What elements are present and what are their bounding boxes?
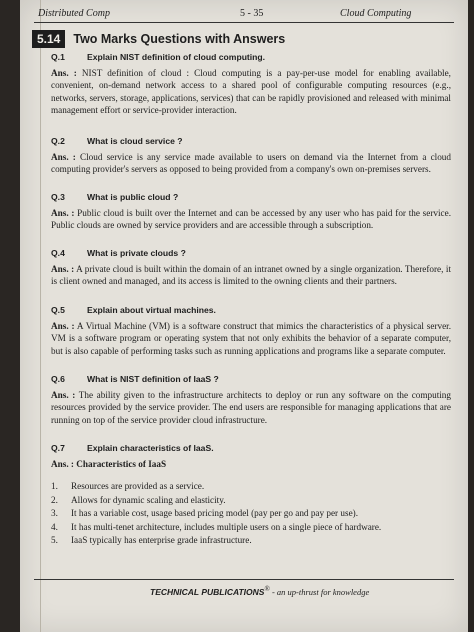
question-block-7 [51, 443, 451, 470]
answer-text: Public cloud is built over the Internet and can be accessed by any user who has paid for the service. Public clouds are owned by service providers and are accessible through a subscription. [51, 208, 451, 231]
question-heading [51, 136, 451, 148]
list-text: IaaS typically has enterprise grade infrastructure. [71, 535, 252, 545]
margin-line [40, 0, 41, 632]
answer-label: Ans. : [51, 68, 77, 78]
question-number: Q.2 [51, 136, 65, 146]
answer [51, 67, 451, 116]
question-heading [51, 248, 451, 260]
answer-subheading: Characteristics of IaaS [76, 459, 167, 469]
list-number: 1. [51, 481, 58, 491]
question-text: What is cloud service ? [87, 136, 183, 146]
question-block-5 [51, 305, 451, 357]
question-block-3 [51, 192, 451, 232]
question-heading [51, 374, 451, 386]
answer-label: Ans. : [51, 264, 75, 274]
answer-text: The ability given to the infrastructure architects to deploy or run any software on the computing resources provided by the service provider. The end users are responsible for managing applications that are running on top of the service provider cloud infrastructure. [51, 390, 451, 425]
question-heading [51, 443, 451, 455]
question-number: Q.1 [51, 52, 65, 62]
answer-text: A private cloud is built within the domain of an intranet owned by a single organization. Therefore, it is client owned and managed, and its access is limited to the owning clients and their partners. [51, 264, 451, 287]
answer [51, 207, 451, 232]
question-block-6 [51, 374, 451, 426]
answer [51, 151, 451, 176]
answer [51, 263, 451, 288]
publisher-name: TECHNICAL PUBLICATIONS [150, 586, 265, 597]
question-text: What is NIST definition of IaaS ? [87, 374, 219, 384]
list-item [51, 494, 451, 508]
question-heading [51, 305, 451, 317]
list-number: 4. [51, 521, 58, 532]
footer-text [150, 585, 369, 597]
question-text: Explain NIST definition of cloud computing. [87, 52, 266, 62]
list-item [51, 534, 451, 548]
question-block-4 [51, 248, 451, 288]
question-text: Explain about virtual machines. [87, 305, 216, 315]
answer [51, 320, 451, 357]
publisher-tagline: - an up-thrust for knowledge [269, 586, 370, 597]
registered-mark: ® [264, 585, 270, 593]
question-number: Q.6 [51, 374, 65, 384]
list-item [51, 480, 451, 494]
answer-label: Ans. : [51, 321, 75, 331]
document-page [20, 0, 468, 632]
list-text: It has multi-tenet architecture, includes multiple users on a single piece of hardware. [71, 521, 382, 532]
header-chapter-title: Cloud Computing [340, 8, 412, 19]
section-title: Two Marks Questions with Answers [73, 32, 286, 47]
header-book-title: Distributed Comp [38, 8, 110, 19]
answer-label: Ans. : [51, 459, 74, 469]
question-text: Explain characteristics of IaaS. [87, 443, 214, 453]
list-number: 5. [51, 535, 58, 545]
list-text: Resources are provided as a service. [71, 481, 205, 491]
answer-label: Ans. : [51, 390, 76, 400]
iaas-characteristics-list [51, 480, 451, 548]
section-number-badge: 5.14 [32, 30, 65, 48]
answer-label: Ans. : [51, 152, 76, 162]
question-number: Q.4 [51, 248, 65, 258]
answer-text: A Virtual Machine (VM) is a software construct that mimics the characteristics of a physical server. VM is a software program or operating system that not only exhibits the behavior of a separate computer, but is also capable of performing tasks such as running applications and programs like a separate computer. [51, 321, 451, 356]
answer [51, 389, 451, 426]
question-number: Q.5 [51, 305, 65, 315]
question-block-1 [51, 52, 451, 116]
list-number: 2. [51, 494, 58, 505]
list-text: It has a variable cost, usage based pricing model (pay per go and pay per use). [71, 508, 359, 518]
list-number: 3. [51, 508, 58, 518]
header-page-number: 5 - 35 [240, 8, 264, 19]
question-text: What is public cloud ? [87, 192, 179, 202]
list-item [51, 507, 451, 521]
question-block-2 [51, 136, 451, 176]
footer-divider [34, 579, 454, 580]
section-heading [32, 30, 285, 50]
list-text: Allows for dynamic scaling and elasticity. [71, 494, 226, 505]
answer-text: NIST definition of cloud : Cloud computing is a pay-per-use model for enabling available, convenient, on-demand network access to a shared pool of configurable computing resources (e.g., networks, servers, storage, applications, services) that can be rapidly provisioned and released with minimal management effort or service-provider interaction. [51, 68, 451, 115]
answer-label: Ans. : [51, 208, 75, 218]
question-number: Q.7 [51, 443, 65, 453]
page-header [20, 2, 468, 22]
header-divider [34, 22, 454, 23]
question-heading [51, 192, 451, 204]
question-text: What is private clouds ? [87, 248, 186, 258]
answer-text: Cloud service is any service made available to users on demand via the Internet from a cloud computing provider's servers as opposed to being provided from a company's own on-premises servers. [51, 152, 451, 175]
question-heading [51, 52, 451, 64]
question-number: Q.3 [51, 192, 65, 202]
answer [51, 458, 451, 470]
page-footer [20, 579, 468, 597]
list-item [51, 521, 451, 535]
